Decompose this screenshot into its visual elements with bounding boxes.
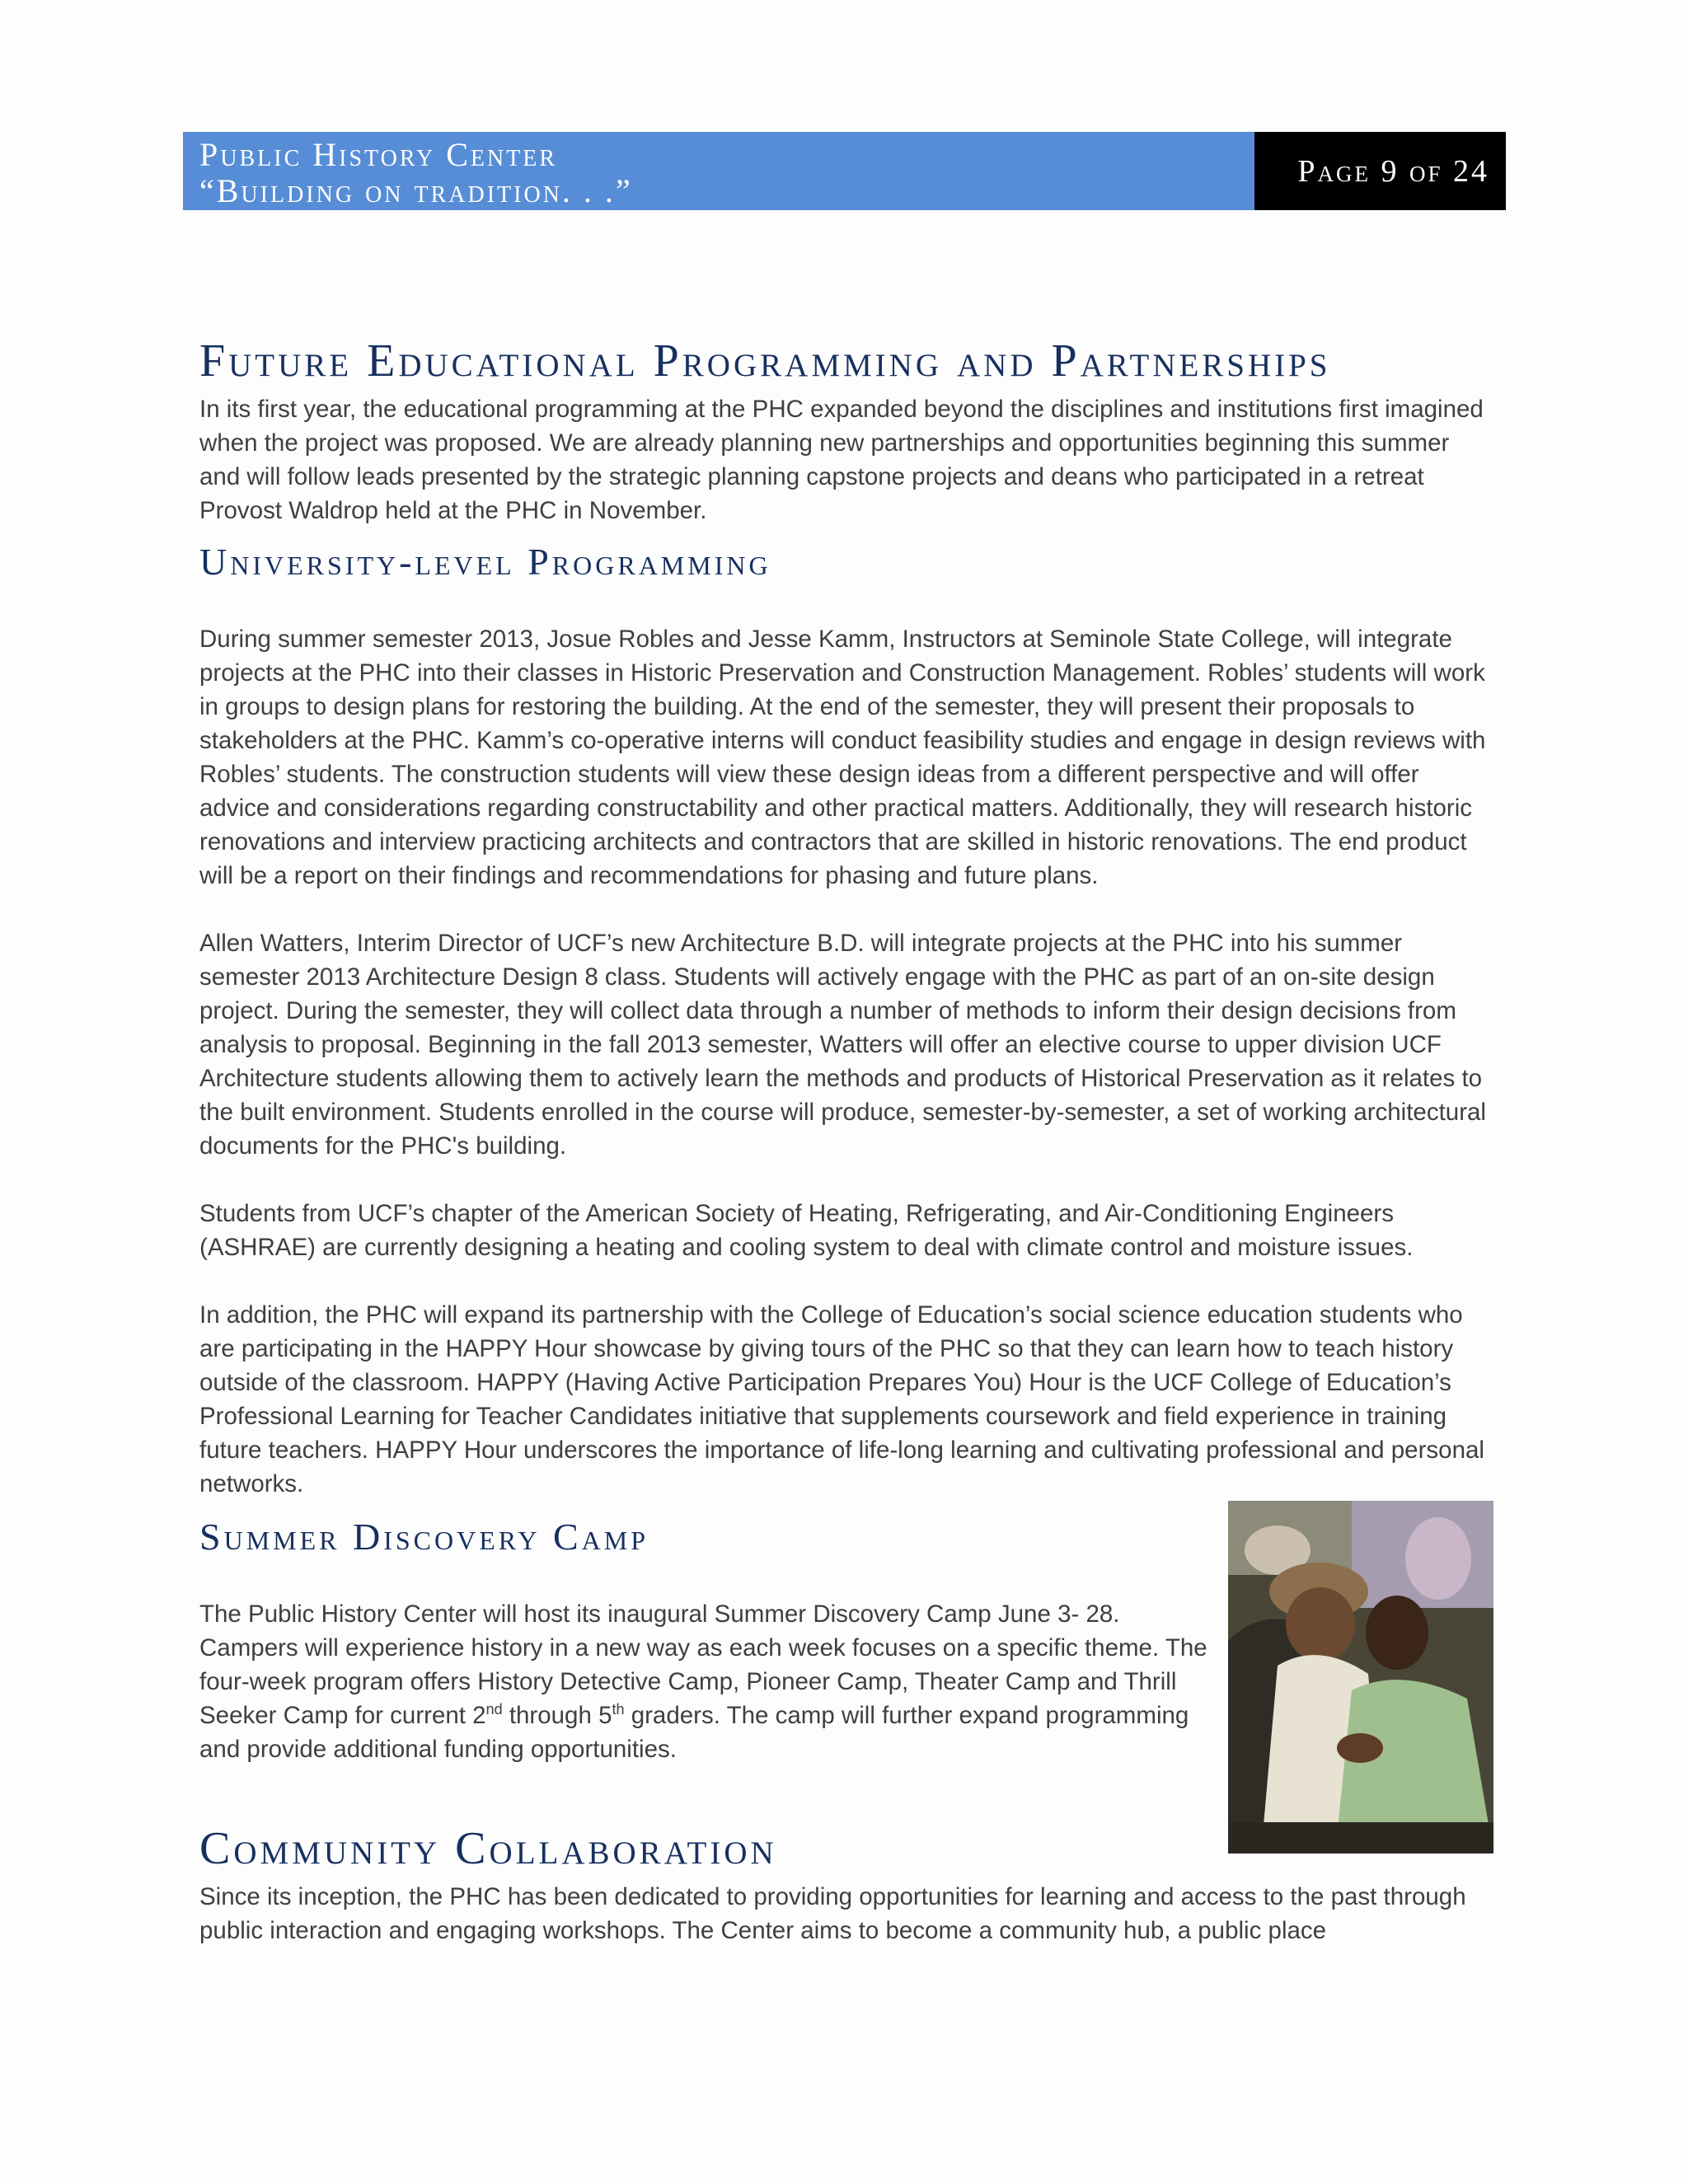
paragraph-future: In its first year, the educational programming at the PHC expanded beyond the disciplines and institutions first imagined when the project was proposed. We are already planning new partnerships and opportunities beginning this summer and will follow leads presented by the strategic planning capstone projects and deans who participated in a retreat Provost Waldrop held at the PHC in November. [199, 396, 1484, 524]
paragraph-community: Since its inception, the PHC has been dedicated to providing opportunities for learning and access to the past through public interaction and engaging workshops. The Center aims to become a community hub, a public place [199, 1883, 1466, 1944]
header-title-block [183, 132, 1254, 210]
section-title-community: Community Collaboration [199, 1823, 777, 1874]
camp-text-b: through 5 [502, 1702, 612, 1729]
header-tagline: “Building on tradition. . .” [199, 172, 633, 209]
camp-text-a: The Public History Center will host its inaugural Summer Discovery Camp June 3- 28. Campers will experience history in a new way as each week focuses on a specific theme. The four-week program offers History Detective Camp, Pioneer Camp, Theater Camp and Thrill Seeker Camp for current 2 [199, 1601, 1207, 1729]
section-title-university: University-level Programming [199, 541, 771, 583]
paragraph-ashrae: Students from UCF’s chapter of the American Society of Heating, Refrigerating, and Air-Conditioning Engineers (ASHRAE) are currently designing a heating and cooling system to deal with climate control and moisture issues. [199, 1200, 1414, 1261]
paragraph-happy-hour: In addition, the PHC will expand its partnership with the College of Education’s social science education students who are participating in the HAPPY Hour showcase by giving tours of the PHC so that they can learn how to teach history outside of the classroom. HAPPY (Having Active Participation Prepares You) Hour is the UCF College of Education’s Professional Learning for Teacher Candidates initiative that supplements coursework and field experience in training future teachers. HAPPY Hour underscores the importance of life-long learning and cultivating professional and personal networks. [199, 1301, 1484, 1497]
camp-sup-th: th [612, 1701, 625, 1718]
paragraph-robles-kamm: During summer semester 2013, Josue Robles and Jesse Kamm, Instructors at Seminole State College, will integrate projects at the PHC into their classes in Historic Preservation and Construction Management. Robles’ students will work in groups to design plans for restoring the building. At the end of the semester, they will present their proposals to stakeholders at the PHC. Kamm’s co-operative interns will conduct feasibility studies and engage in design reviews with Robles’ students. The construction students will view these design ideas from a different perspective and will offer advice and considerations regarding constructability and other practical matters. Additionally, they will research historic renovations and interview practicing architects and contractors that are skilled in historic renovations. The end product will be a report on their findings and recommendations for phasing and future plans. [199, 626, 1486, 889]
page-number: Page 9 of 24 [1254, 132, 1506, 210]
paragraph-camp [199, 1597, 1213, 1766]
document-body [199, 330, 1493, 1947]
camp-section [199, 1501, 1493, 1880]
section-title-camp: Summer Discovery Camp [199, 1516, 649, 1558]
section-title-future: Future Educational Programming and Partnerships [199, 335, 1331, 387]
header-org-name: Public History Center [199, 136, 558, 173]
audience-photo [1228, 1501, 1493, 1854]
camp-sup-nd: nd [485, 1701, 503, 1718]
page-header [183, 132, 1506, 210]
camp-text-c: graders. The camp will further expand programming and provide additional funding opportunities. [199, 1702, 1189, 1763]
paragraph-watters: Allen Watters, Interim Director of UCF’s new Architecture B.D. will integrate projects at the PHC into his summer semester 2013 Architecture Design 8 class. Students will actively engage with the PHC as part of an on-site design project. During the semester, they will collect data through a number of methods to inform their design decisions from analysis to proposal. Beginning in the fall 2013 semester, Watters will offer an elective course to upper division UCF Architecture students allowing them to actively learn the methods and products of Historical Preservation as it relates to the built environment. Students enrolled in the course will produce, semester-by-semester, a set of working architectural documents for the PHC's building. [199, 930, 1486, 1160]
